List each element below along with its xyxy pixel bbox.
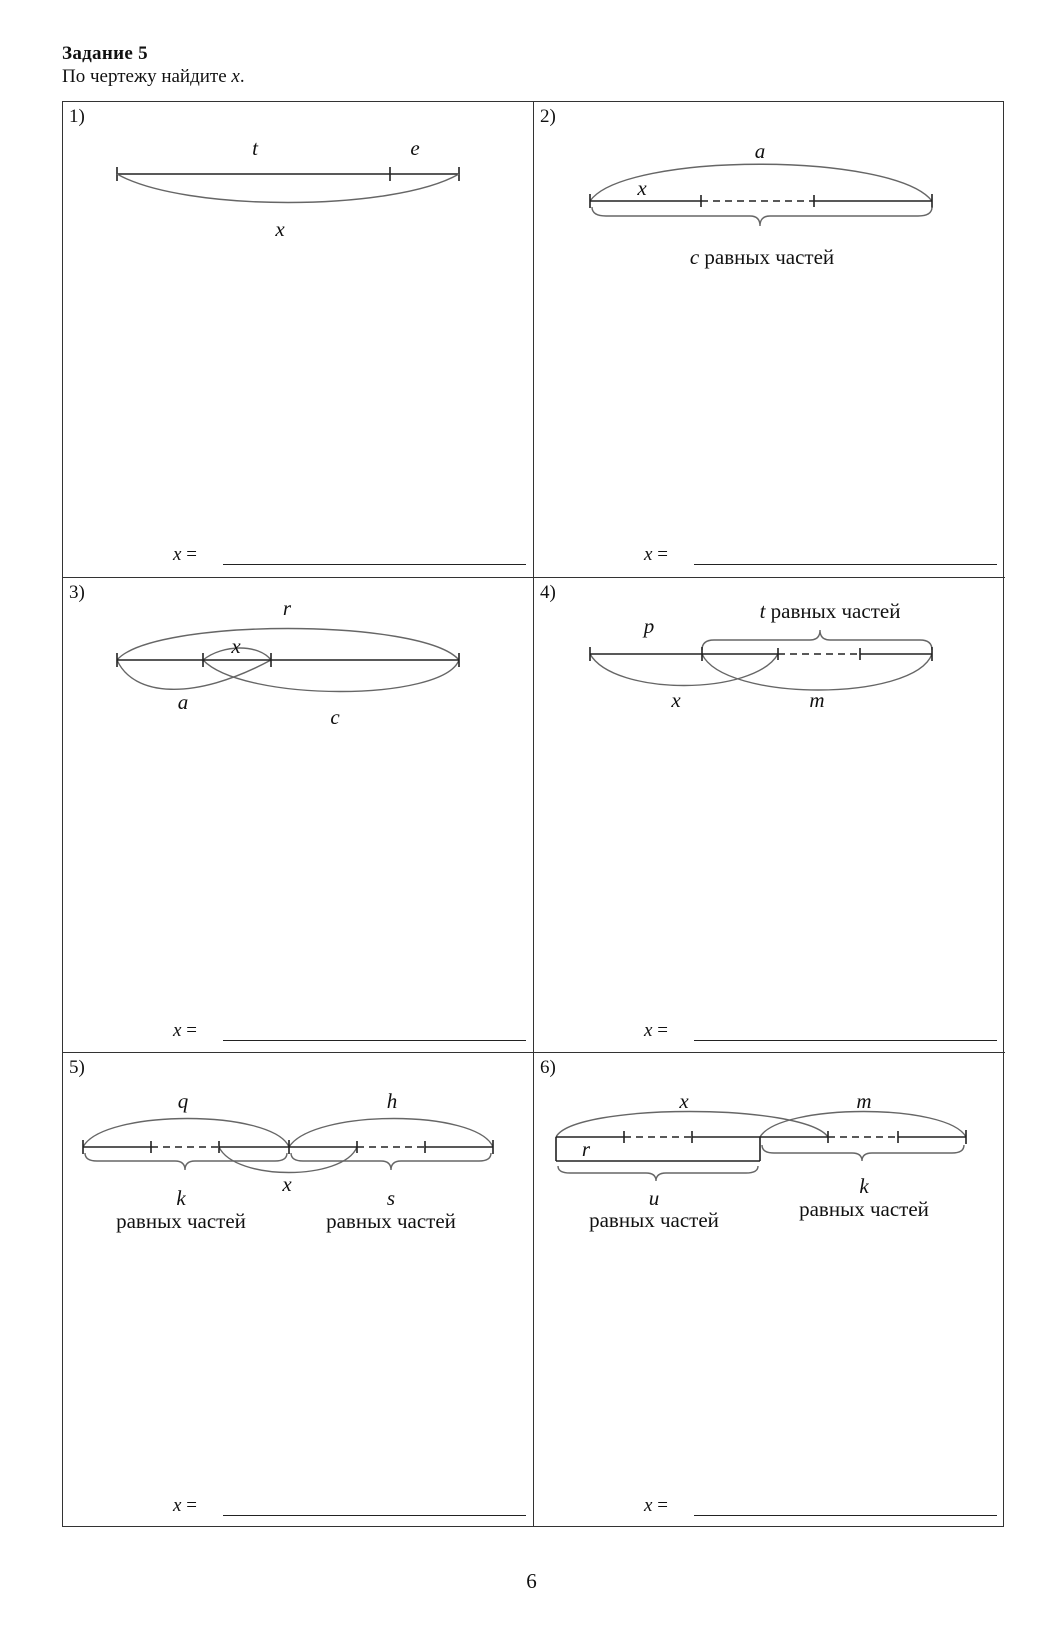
label-k: k <box>176 1186 186 1210</box>
segment-diagram-1 <box>63 102 534 542</box>
label-e: e <box>410 136 420 160</box>
label-u: u <box>648 1186 660 1210</box>
task-cell-2 <box>534 102 1005 577</box>
label-x: x <box>637 176 647 200</box>
answer-variable: x <box>173 544 182 565</box>
segment-diagram-3 <box>63 578 534 1018</box>
label-parts-right: равных частей <box>326 1209 456 1233</box>
answer-variable: x <box>173 1495 182 1516</box>
label-c: c <box>330 705 340 729</box>
answer-row <box>534 1495 1005 1519</box>
label-r: r <box>581 1137 591 1161</box>
answer-equals: = <box>186 1020 197 1041</box>
answer-equals: = <box>657 1020 668 1041</box>
label-x: x <box>679 1089 689 1113</box>
task-number: 2) <box>540 106 556 127</box>
task-cell-4 <box>534 577 1005 1052</box>
label-m: m <box>856 1089 872 1113</box>
segment-diagram-6 <box>534 1053 1005 1493</box>
label-t-parts: t равных частей <box>759 599 901 623</box>
answer-equals: = <box>657 544 668 565</box>
task-grid <box>62 101 1004 1527</box>
label-parts-left: равных частей <box>116 1209 246 1233</box>
label-s: s <box>386 1186 396 1210</box>
label-x: x <box>282 1172 292 1196</box>
label-a: a <box>754 139 766 163</box>
page-number: 6 <box>526 1569 537 1593</box>
label-h: h <box>386 1089 398 1113</box>
answer-row <box>63 544 534 568</box>
answer-line[interactable] <box>694 1040 997 1041</box>
label-m: m <box>809 688 825 712</box>
answer-variable: x <box>173 1020 182 1041</box>
answer-row <box>534 544 1005 568</box>
task-cell-1 <box>63 102 534 577</box>
answer-row <box>63 1495 534 1519</box>
task-cell-3 <box>63 577 534 1052</box>
answer-line[interactable] <box>223 1040 526 1041</box>
task-number: 1) <box>69 106 85 127</box>
answer-variable: x <box>644 544 653 565</box>
answer-equals: = <box>657 1495 668 1516</box>
task-cell-6 <box>534 1052 1005 1527</box>
task-number: 4) <box>540 582 556 603</box>
segment-diagram-2 <box>534 102 1005 542</box>
answer-row <box>63 1020 534 1044</box>
label-r: r <box>282 596 292 620</box>
answer-line[interactable] <box>694 564 997 565</box>
answer-equals: = <box>186 544 197 565</box>
label-k: k <box>859 1174 869 1198</box>
answer-line[interactable] <box>694 1515 997 1516</box>
label-p: p <box>643 614 655 638</box>
task-number: 6) <box>540 1057 556 1078</box>
answer-line[interactable] <box>223 564 526 565</box>
instruction-variable: x <box>231 66 240 87</box>
task-instruction <box>62 66 245 88</box>
task-cell-5 <box>63 1052 534 1527</box>
task-number: 3) <box>69 582 85 603</box>
label-x: x <box>671 688 681 712</box>
label-x: x <box>275 217 285 241</box>
segment-diagram-5 <box>63 1053 534 1493</box>
task-header <box>62 42 245 88</box>
instruction-period: . <box>239 66 245 87</box>
answer-line[interactable] <box>223 1515 526 1516</box>
task-number: 5) <box>69 1057 85 1078</box>
label-a: a <box>177 690 189 714</box>
answer-row <box>534 1020 1005 1044</box>
label-q: q <box>177 1089 189 1113</box>
label-t: t <box>252 136 258 160</box>
answer-variable: x <box>644 1020 653 1041</box>
label-parts-left: равных частей <box>589 1208 719 1232</box>
answer-variable: x <box>644 1495 653 1516</box>
answer-equals: = <box>186 1495 197 1516</box>
task-title: Задание 5 <box>62 43 148 64</box>
label-x: x <box>231 634 241 658</box>
label-parts-right: равных частей <box>799 1197 929 1221</box>
label-c-parts: c равных частей <box>689 245 835 269</box>
instruction-text: По чертежу найдите <box>62 66 227 87</box>
segment-diagram-4 <box>534 578 1005 1018</box>
